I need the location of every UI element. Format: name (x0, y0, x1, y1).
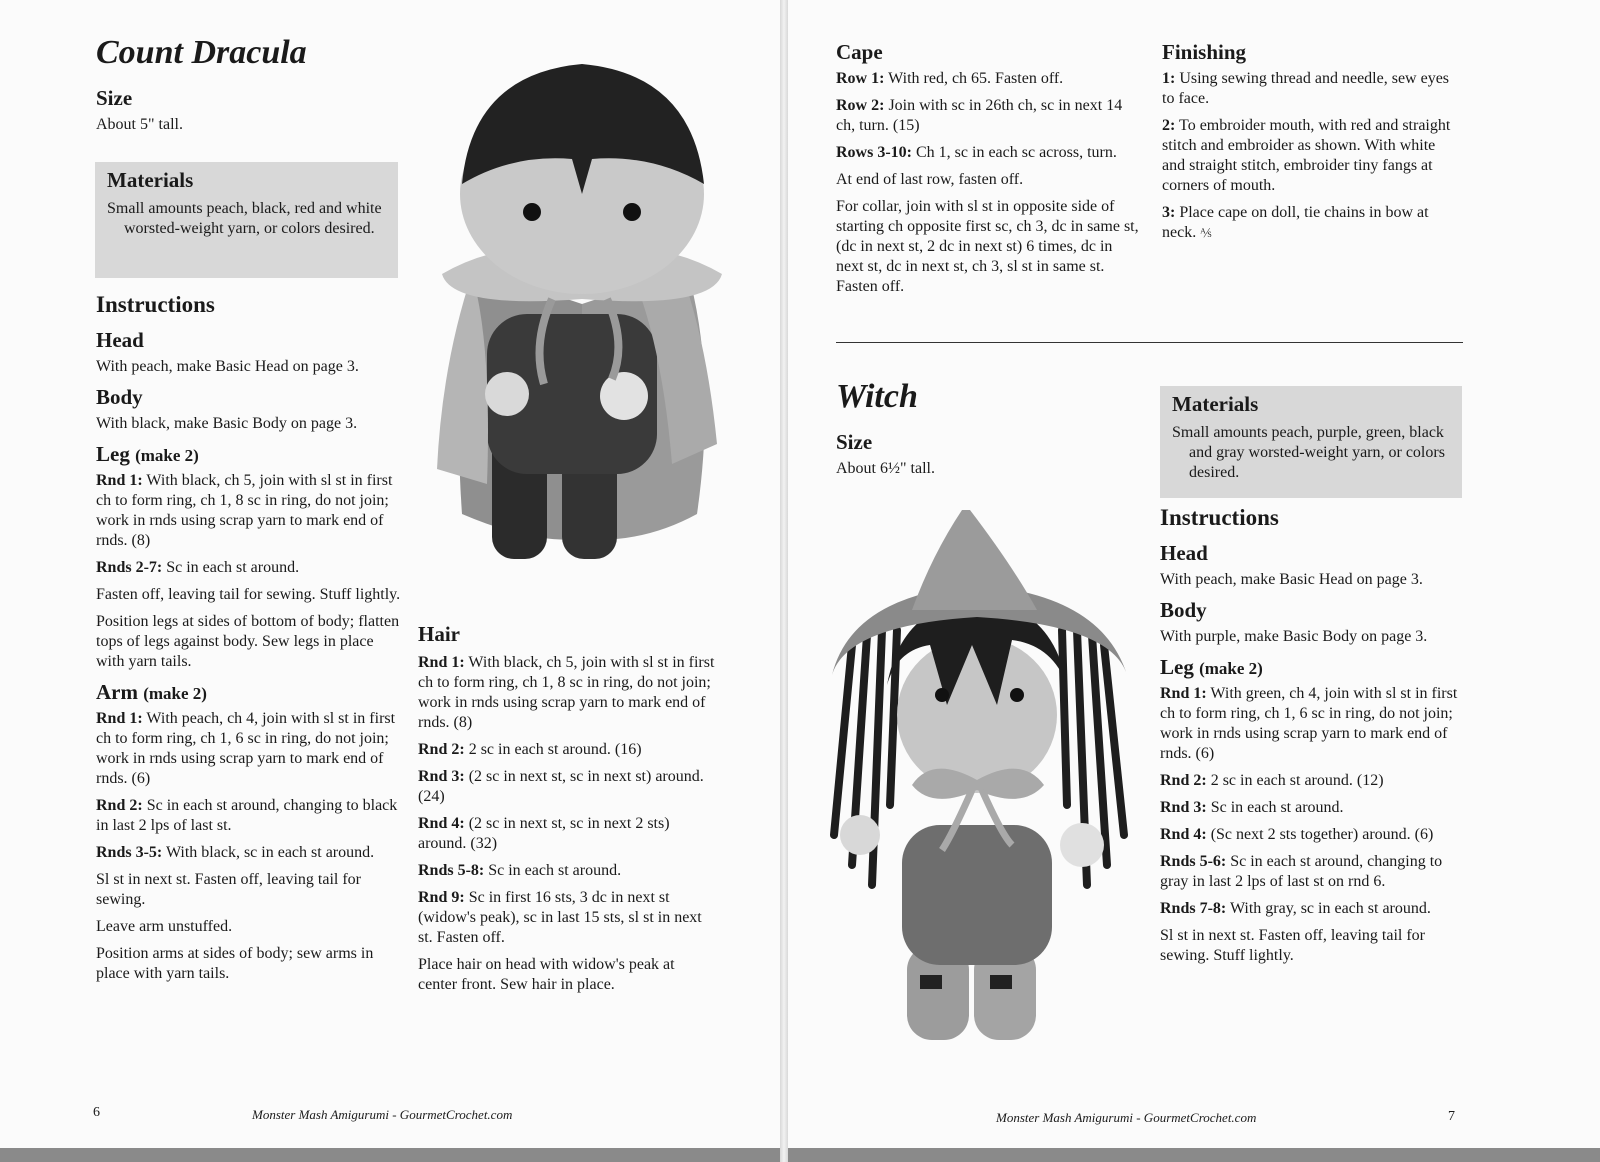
step: Rnds 5-6: Sc in each st around, changing to gray in last 2 lps of last st on rnd 6. (1160, 853, 1443, 890)
step: Rnd 4: (Sc next 2 sts together) around. (6) (1160, 826, 1434, 843)
step: Rnd 3: Sc in each st around. (1160, 799, 1344, 816)
step: Rnd 1: With green, ch 4, join with sl st in first ch to form ring, ch 1, 6 sc in ring, do not join; work in rnds using scrap yarn to mark end of rnds. (6) (1160, 685, 1458, 762)
step: Rnds 3-5: With black, sc in each st around. (96, 844, 375, 861)
witch-materials-heading: Materials (1172, 392, 1259, 416)
witch-leg-heading-text: Leg (1160, 655, 1194, 679)
dracula-size-text: About 5" tall. (96, 116, 183, 133)
note: Fasten off, leaving tail for sewing. Stuff lightly. (96, 586, 401, 603)
step: Row 1: With red, ch 65. Fasten off. (836, 70, 1064, 87)
dracula-leg-heading-text: Leg (96, 442, 130, 466)
step: Rows 3-10: Ch 1, sc in each sc across, turn. (836, 144, 1117, 161)
cape-section (836, 40, 1141, 304)
dracula-leg-subheading: (make 2) (135, 446, 199, 465)
witch-head-heading: Head (1160, 541, 1208, 565)
footer-right: Monster Mash Amigurumi - GourmetCrochet.com (996, 1110, 1257, 1125)
witch-size-heading: Size (836, 430, 873, 454)
note: Leave arm unstuffed. (96, 918, 233, 935)
witch-size-text: About 6½" tall. (836, 460, 935, 477)
dracula-body-text: With black, make Basic Body on page 3. (96, 415, 358, 432)
dracula-instructions-col1 (96, 292, 401, 991)
step: Row 2: Join with sc in 26th ch, sc in next 14 ch, turn. (15) (836, 97, 1123, 134)
dracula-size-heading: Size (96, 86, 133, 110)
dracula-title: Count Dracula (96, 34, 307, 71)
witch-body-text: With purple, make Basic Body on page 3. (1160, 628, 1428, 645)
note: Sl st in next st. Fasten off, leaving tail for sewing. Stuff lightly. (1160, 927, 1426, 964)
step: Rnd 1: With black, ch 5, join with sl st in first ch to form ring, ch 1, 8 sc in ring, do not join; work in rnds using scrap yarn to mark end of rnds. (8) (96, 472, 393, 549)
note: At end of last row, fasten off. (836, 171, 1024, 188)
dracula-leg-heading (96, 442, 401, 467)
witch-size-section (836, 430, 1086, 479)
finishing-section (1162, 40, 1462, 250)
witch-head-text: With peach, make Basic Head on page 3. (1160, 571, 1423, 588)
step: Rnds 7-8: With gray, sc in each st around. (1160, 900, 1431, 917)
footer-left: Monster Mash Amigurumi - GourmetCrochet.com (252, 1107, 513, 1122)
step: 2: To embroider mouth, with red and straight stitch and embroider as shown. With white and straight stitch, embroider tiny fangs at corners of mouth. (1162, 117, 1451, 194)
step: Rnd 2: 2 sc in each st around. (16) (418, 741, 642, 758)
step: Rnds 2-7: Sc in each st around. (96, 559, 300, 576)
dracula-size-section (96, 86, 396, 135)
step: Rnd 1: With peach, ch 4, join with sl st in first ch to form ring, ch 1, 6 sc in ring, do not join; work in rnds using scrap yarn to mark end of rnds. (6) (96, 710, 396, 787)
dracula-arm-heading-text: Arm (96, 680, 138, 704)
book-gutter (780, 0, 788, 1162)
step: 3: Place cape on doll, tie chains in bow at neck. ⅍ (1162, 204, 1429, 241)
note: Place hair on head with widow's peak at center front. Sew hair in place. (418, 956, 675, 993)
cape-heading: Cape (836, 40, 883, 64)
step: Rnd 4: (2 sc in next st, sc in next 2 sts) around. (32) (418, 815, 670, 852)
dracula-doll-photo (432, 44, 732, 574)
witch-instructions-heading: Instructions (1160, 505, 1279, 530)
end-mark-icon: ⅍ (1200, 225, 1212, 240)
dracula-materials-text: Small amounts peach, black, red and white worsted-weight yarn, or colors desired. (107, 200, 382, 237)
dracula-arm-heading (96, 680, 401, 705)
page-number-left: 6 (93, 1105, 100, 1120)
witch-leg-heading (1160, 655, 1465, 680)
dracula-body-heading: Body (96, 385, 143, 409)
dracula-materials-box (95, 162, 398, 278)
step: Rnd 9: Sc in first 16 sts, 3 dc in next st (widow's peak), sc in last 15 sts, sl st in next st. Fasten off. (418, 889, 702, 946)
dracula-head-text: With peach, make Basic Head on page 3. (96, 358, 359, 375)
section-divider (836, 342, 1463, 343)
step: 1: Using sewing thread and needle, sew eyes to face. (1162, 70, 1450, 107)
page-number-right: 7 (1448, 1109, 1455, 1124)
dracula-head-heading: Head (96, 328, 144, 352)
note: For collar, join with sl st in opposite side of starting ch opposite first sc, ch 3, dc in same st, (dc in next st, 2 dc in next st) 6 times, dc in next st, dc in next st, ch 3, sl st in same st. Fasten off. (836, 198, 1139, 295)
step: Rnd 2: Sc in each st around, changing to black in last 2 lps of last st. (96, 797, 398, 834)
witch-instructions (1160, 505, 1465, 973)
witch-materials-text: Small amounts peach, purple, green, black and gray worsted-weight yarn, or colors desired. (1172, 424, 1445, 481)
note: Position arms at sides of body; sew arms in place with yarn tails. (96, 945, 374, 982)
note: Position legs at sides of bottom of body; flatten tops of legs against body. Sew legs in place with yarn tails. (96, 613, 400, 670)
dracula-hair-section (418, 622, 716, 1002)
step: Rnd 2: 2 sc in each st around. (12) (1160, 772, 1384, 789)
dracula-materials-heading: Materials (107, 168, 194, 192)
finishing-heading: Finishing (1162, 40, 1247, 64)
witch-body-heading: Body (1160, 598, 1207, 622)
witch-materials-box (1160, 386, 1462, 498)
step: Rnds 5-8: Sc in each st around. (418, 862, 622, 879)
witch-doll-photo (812, 505, 1142, 1065)
witch-title: Witch (836, 378, 918, 415)
witch-leg-subheading: (make 2) (1199, 659, 1263, 678)
dracula-instructions-heading: Instructions (96, 292, 215, 317)
note: Sl st in next st. Fasten off, leaving tail for sewing. (96, 871, 362, 908)
step: Rnd 3: (2 sc in next st, sc in next st) around. (24) (418, 768, 704, 805)
dracula-hair-heading: Hair (418, 622, 460, 646)
step: Rnd 1: With black, ch 5, join with sl st in first ch to form ring, ch 1, 8 sc in ring, do not join; work in rnds using scrap yarn to mark end of rnds. (8) (418, 654, 715, 731)
dracula-arm-subheading: (make 2) (143, 684, 207, 703)
